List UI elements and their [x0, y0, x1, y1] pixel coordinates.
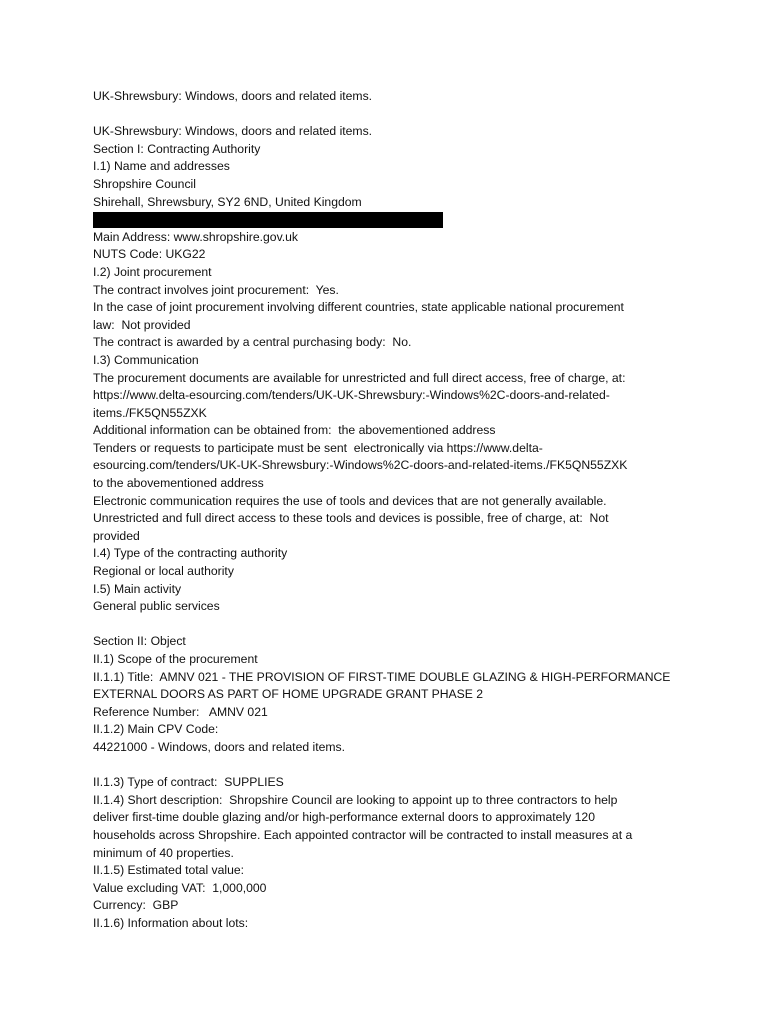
- text-line: II.1) Scope of the procurement: [93, 652, 258, 666]
- section-2-block: [93, 633, 693, 756]
- text-line: NUTS Code: UKG22: [93, 247, 206, 262]
- text-line: law: Not provided: [93, 317, 191, 332]
- text-line: The contract involves joint procurement: Yes.: [93, 282, 339, 297]
- text-line: UK-Shrewsbury: Windows, doors and related items.: [93, 124, 373, 139]
- text-line: II.1.4) Short description: Shropshire Council are looking to appoint up to three contractors to help: [93, 792, 618, 807]
- text-line: General public services: [93, 599, 220, 614]
- text-line: minimum of 40 properties.: [93, 845, 234, 860]
- text-line: In the case of joint procurement involving different countries, state applicable national procurement: [93, 300, 624, 315]
- text-line: II.1.3) Type of contract: SUPPLIES: [93, 775, 284, 790]
- text-line: EXTERNAL DOORS AS PART OF HOME UPGRADE GRANT PHASE 2: [93, 687, 484, 702]
- text-line: Tenders or requests to participate must be sent electronically via https://www.delta-: [93, 440, 543, 455]
- text-line: Shropshire Council: [93, 176, 196, 191]
- text-line: II.1.1) Title: AMNV 021 - THE PROVISION OF FIRST-TIME DOUBLE GLAZING & HIGH-PERFORMANCE: [93, 669, 671, 684]
- section-1-continued-block: [93, 229, 693, 616]
- text-line: II.1.5) Estimated total value:: [93, 863, 245, 878]
- text-line: Additional information can be obtained from: the abovementioned address: [93, 423, 496, 438]
- section-heading: Section I: Contracting Authority: [93, 141, 261, 156]
- text-line: Currency: GBP: [93, 898, 179, 913]
- text-line: I.2) Joint procurement: [93, 264, 212, 279]
- text-line: I.5) Main activity: [93, 581, 182, 596]
- text-line: Electronic communication requires the use of tools and devices that are not generally available.: [93, 493, 607, 508]
- text-line: I.3) Communication: [93, 352, 199, 367]
- text-line: Unrestricted and full direct access to these tools and devices is possible, free of charge, at: Not: [93, 511, 609, 526]
- text-line: Main Address: www.shropshire.gov.uk: [93, 229, 299, 244]
- text-line: 44221000 - Windows, doors and related items.: [93, 739, 346, 754]
- text-line: I.4) Type of the contracting authority: [93, 546, 288, 561]
- text-line: I.1) Name and addresses: [93, 159, 230, 174]
- text-line: The contract is awarded by a central purchasing body: No.: [93, 335, 412, 350]
- document-header-title: UK-Shrewsbury: Windows, doors and related items.: [93, 89, 373, 103]
- text-line: Regional or local authority: [93, 564, 234, 579]
- text-line: households across Shropshire. Each appointed contractor will be contracted to install measures at a: [93, 827, 633, 842]
- text-line: Shirehall, Shrewsbury, SY2 6ND, United Kingdom: [93, 194, 362, 209]
- section-heading: Section II: Object: [93, 634, 186, 649]
- document-page: [93, 88, 693, 933]
- text-line: deliver first-time double glazing and/or high-performance external doors to approximately 120: [93, 810, 595, 825]
- text-line: II.1.2) Main CPV Code:: [93, 722, 219, 737]
- text-line: II.1.6) Information about lots:: [93, 915, 249, 930]
- blank-line: [93, 616, 693, 634]
- text-line: Reference Number: AMNV 021: [93, 704, 268, 719]
- text-line: items./FK5QN55ZXK: [93, 405, 207, 420]
- redaction-bar: [93, 212, 443, 228]
- section-1-block: [93, 123, 693, 228]
- text-line: provided: [93, 528, 140, 543]
- section-2-continued-block: [93, 774, 693, 932]
- text-line: The procurement documents are available for unrestricted and full direct access, free of charge, at:: [93, 370, 626, 385]
- text-line: esourcing.com/tenders/UK-UK-Shrewsbury:-Windows%2C-doors-and-related-items./FK5QN55ZXK: [93, 458, 628, 473]
- text-line: Value excluding VAT: 1,000,000: [93, 880, 267, 895]
- blank-line: [93, 757, 693, 775]
- text-line: https://www.delta-esourcing.com/tenders/UK-UK-Shrewsbury:-Windows%2C-doors-and-related-: [93, 388, 610, 403]
- blank-line: [93, 106, 693, 124]
- text-line: to the abovementioned address: [93, 476, 264, 491]
